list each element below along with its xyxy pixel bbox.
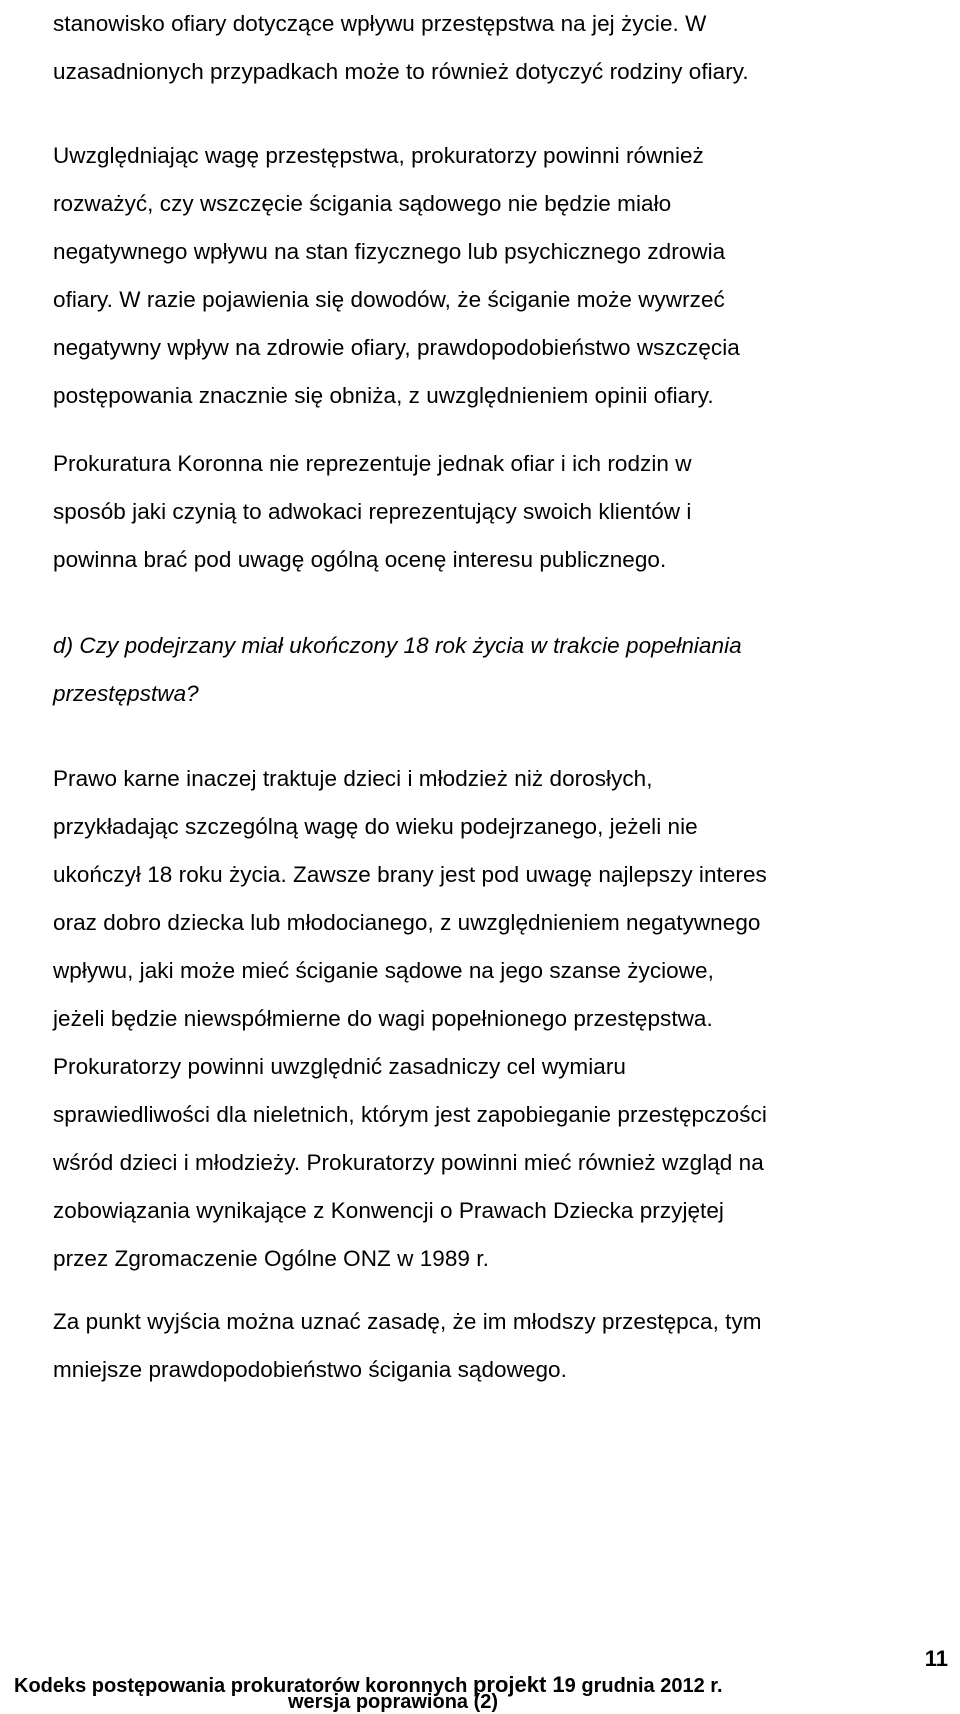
- text-line: jeżeli będzie niewspółmierne do wagi popełnionego przestępstwa.: [53, 1006, 713, 1031]
- text-line: mniejsze prawdopodobieństwo ścigania sądowego.: [53, 1357, 567, 1382]
- text-line: negatywny wpływ na zdrowie ofiary, prawdopodobieństwo wszczęcia: [53, 335, 740, 360]
- text-line: postępowania znacznie się obniża, z uwzględnieniem opinii ofiary.: [53, 383, 714, 408]
- page-number: 11: [924, 1646, 948, 1671]
- text-line: Za punkt wyjścia można uznać zasadę, że im młodszy przestępca, tym: [53, 1309, 762, 1334]
- paragraph-victim-health: [53, 132, 740, 420]
- text-line: oraz dobro dziecka lub młodocianego, z uwzględnieniem negatywnego: [53, 910, 761, 935]
- footer-title-part3: 9 grudnia 2012 r.: [564, 1675, 723, 1697]
- text-line: wpływu, jaki może mieć ściganie sądowe na jego szanse życiowe,: [53, 958, 714, 983]
- text-line: wśród dzieci i młodzieży. Prokuratorzy powinni mieć również wzgląd na: [53, 1150, 764, 1175]
- paragraph-juveniles: [53, 755, 767, 1283]
- text-line: stanowisko ofiary dotyczące wpływu przestępstwa na jej życie. W: [53, 11, 707, 36]
- text-line: Prokuratura Koronna nie reprezentuje jednak ofiar i ich rodzin w: [53, 451, 692, 476]
- footer-version: wersja poprawiona (2): [288, 1691, 499, 1713]
- footer-title-part1: Kodeks postępowania prokuratorów koronnych: [14, 1675, 473, 1697]
- text-line: Prokuratorzy powinni uwzględnić zasadniczy cel wymiaru: [53, 1054, 626, 1079]
- footer-title-part2: projekt 1: [472, 1672, 565, 1697]
- paragraph-victim-statement: [53, 0, 749, 96]
- text-line: rozważyć, czy wszczęcie ścigania sądowego nie będzie miało: [53, 191, 672, 216]
- text-line: przez Zgromaczenie Ogólne ONZ w 1989 r.: [53, 1246, 489, 1271]
- text-line: uzasadnionych przypadkach może to również dotyczyć rodziny ofiary.: [53, 59, 749, 84]
- text-line: negatywnego wpływu na stan fizycznego lub psychicznego zdrowia: [53, 239, 726, 264]
- text-line: Uwzględniając wagę przestępstwa, prokuratorzy powinni również: [53, 143, 704, 168]
- text-line: przykładając szczególną wagę do wieku podejrzanego, jeżeli nie: [53, 814, 698, 839]
- text-line: zobowiązania wynikające z Konwencji o Prawach Dziecka przyjętej: [53, 1198, 724, 1223]
- heading-line: przestępstwa?: [53, 681, 199, 706]
- heading-line: d) Czy podejrzany miał ukończony 18 rok życia w trakcie popełniania: [53, 633, 742, 658]
- text-line: powinna brać pod uwagę ogólną ocenę interesu publicznego.: [53, 547, 667, 572]
- paragraph-starting-point: [53, 1298, 762, 1394]
- text-line: sprawiedliwości dla nieletnich, którym jest zapobieganie przestępczości: [53, 1102, 767, 1127]
- text-line: Prawo karne inaczej traktuje dzieci i młodzież niż dorosłych,: [53, 766, 653, 791]
- paragraph-crown-prosecution: [53, 440, 692, 584]
- section-heading-d: [53, 622, 742, 718]
- text-line: sposób jaki czynią to adwokaci reprezentujący swoich klientów i: [53, 499, 692, 524]
- text-line: ukończył 18 roku życia. Zawsze brany jest pod uwagę najlepszy interes: [53, 862, 767, 887]
- text-line: ofiary. W razie pojawienia się dowodów, że ściganie może wywrzeć: [53, 287, 725, 312]
